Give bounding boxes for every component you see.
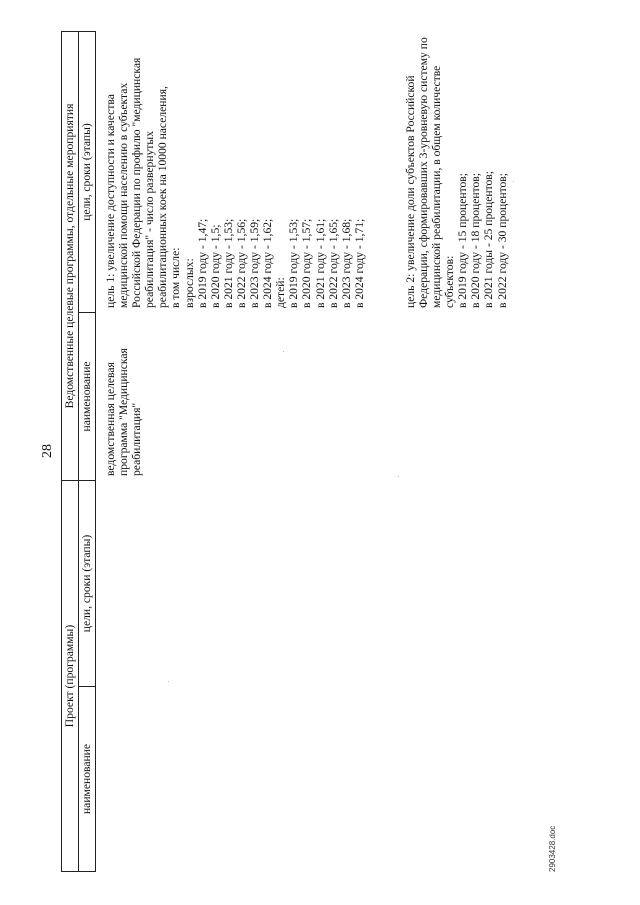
- header-project-group: Проект (программы): [62, 480, 79, 871]
- scan-speck: [283, 351, 284, 352]
- programs-table: [61, 31, 509, 872]
- table-row: [96, 31, 509, 871]
- project-name-cell: [96, 687, 509, 872]
- goal-spacer: [366, 36, 404, 308]
- document-id: 2903428.doc: [548, 825, 557, 872]
- scan-speck: [398, 476, 399, 477]
- program-name-cell: [96, 312, 509, 480]
- header-project-goals: цели, сроки (этапы): [79, 480, 96, 686]
- header-project-name: наименование: [79, 687, 96, 872]
- page-number: 28: [40, 444, 55, 458]
- project-goals-cell: [96, 480, 509, 686]
- program-goal-2: цель 2: увеличение доли субъектов Российской Федерации, сформировавших 3-уровневую систему по медицинской реабилитации, в общем количестве субъектов: в 2019 году - 15 процентов; в 2020 году - 18 процентов; в 2021 годы - 25 процентов; в 2022 году - 30 процентов;: [403, 37, 509, 308]
- header-program-goals: цели, сроки (этапы): [79, 31, 96, 312]
- scan-speck: [513, 181, 514, 182]
- header-program-name: наименование: [79, 312, 96, 480]
- landscape-content: [38, 32, 558, 872]
- scan-speck: [168, 681, 169, 682]
- program-name: ведомственная целевая программа "Медицинская реабилитация": [104, 348, 144, 476]
- program-goal-1: цель 1: увеличение доступности и качества медицинской помощи населению в субъектах Российской Федерации по профилю "медицинская реабилитация" - число развернутых реабилитационных коек на 10000 населения, в том числе: взрослых: в 2019 году - 1,47; в 2020 году - 1,5; в 2021 году - 1,53; в 2022 году - 1,56; в 2023 году - 1,59; в 2024 году - 1,62; детей: в 2019 году - 1,53; в 2020 году - 1,57; в 2021 году - 1,61; в 2022 году - 1,65; в 2023 году - 1,68; в 2024 году - 1,71;: [104, 57, 366, 308]
- header-departmental-group: Ведомственные целевые программы, отдельные мероприятия: [62, 31, 79, 480]
- program-goals-cell: [96, 31, 509, 312]
